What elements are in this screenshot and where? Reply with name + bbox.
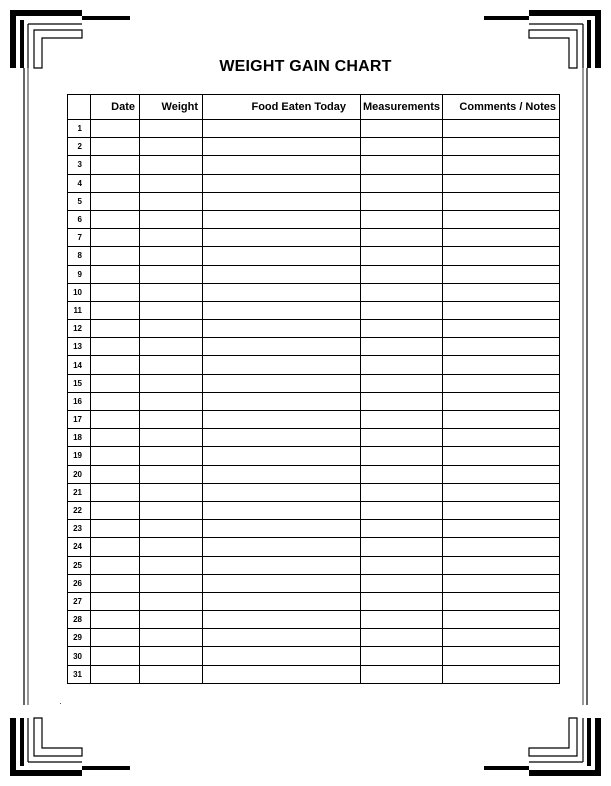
measurements-cell: [361, 538, 443, 556]
food-cell: [203, 592, 361, 610]
date-cell: [91, 374, 140, 392]
date-cell: [91, 356, 140, 374]
table-row: [68, 574, 560, 592]
comments-cell: [443, 265, 560, 283]
comments-cell: [443, 665, 560, 683]
measurements-cell: [361, 356, 443, 374]
comments-cell: [443, 538, 560, 556]
comments-cell: [443, 592, 560, 610]
comments-cell: [443, 374, 560, 392]
table-row: [68, 465, 560, 483]
row-number: 14: [68, 356, 91, 374]
row-number: 1: [68, 120, 91, 138]
measurements-cell: [361, 629, 443, 647]
measurements-cell: [361, 283, 443, 301]
table-row: [68, 356, 560, 374]
date-cell: [91, 665, 140, 683]
date-cell: [91, 501, 140, 519]
date-cell: [91, 192, 140, 210]
food-cell: [203, 320, 361, 338]
comments-cell: [443, 229, 560, 247]
comments-cell: [443, 283, 560, 301]
table-row: [68, 120, 560, 138]
row-number: 12: [68, 320, 91, 338]
food-cell: [203, 174, 361, 192]
measurements-cell: [361, 447, 443, 465]
row-number: 26: [68, 574, 91, 592]
row-number: 7: [68, 229, 91, 247]
food-cell: [203, 611, 361, 629]
comments-cell: [443, 156, 560, 174]
date-cell: [91, 538, 140, 556]
measurements-cell: [361, 374, 443, 392]
table-row: [68, 429, 560, 447]
measurements-cell: [361, 647, 443, 665]
table-row: [68, 611, 560, 629]
row-number: 2: [68, 138, 91, 156]
table-row: [68, 665, 560, 683]
row-number: 8: [68, 247, 91, 265]
row-number: 27: [68, 592, 91, 610]
comments-cell: [443, 338, 560, 356]
row-number: 15: [68, 374, 91, 392]
weight-cell: [140, 556, 203, 574]
column-header-weight: Weight: [140, 95, 203, 120]
weight-cell: [140, 338, 203, 356]
weight-cell: [140, 283, 203, 301]
comments-cell: [443, 356, 560, 374]
date-cell: [91, 447, 140, 465]
measurements-cell: [361, 338, 443, 356]
food-cell: [203, 356, 361, 374]
date-cell: [91, 647, 140, 665]
row-number: 25: [68, 556, 91, 574]
weight-cell: [140, 320, 203, 338]
date-cell: [91, 210, 140, 228]
measurements-cell: [361, 556, 443, 574]
weight-cell: [140, 229, 203, 247]
weight-cell: [140, 192, 203, 210]
comments-cell: [443, 647, 560, 665]
date-cell: [91, 429, 140, 447]
table-row: [68, 501, 560, 519]
row-number: 19: [68, 447, 91, 465]
comments-cell: [443, 629, 560, 647]
food-cell: [203, 229, 361, 247]
comments-cell: [443, 192, 560, 210]
food-cell: [203, 538, 361, 556]
food-cell: [203, 156, 361, 174]
weight-cell: [140, 611, 203, 629]
measurements-cell: [361, 392, 443, 410]
weight-cell: [140, 120, 203, 138]
measurements-cell: [361, 665, 443, 683]
date-cell: [91, 483, 140, 501]
weight-cell: [140, 138, 203, 156]
weight-cell: [140, 629, 203, 647]
food-cell: [203, 447, 361, 465]
food-cell: [203, 556, 361, 574]
weight-cell: [140, 265, 203, 283]
comments-cell: [443, 447, 560, 465]
row-number: 9: [68, 265, 91, 283]
comments-cell: [443, 483, 560, 501]
measurements-cell: [361, 247, 443, 265]
measurements-cell: [361, 465, 443, 483]
table-row: [68, 647, 560, 665]
food-cell: [203, 192, 361, 210]
table-row: [68, 229, 560, 247]
table-body: [68, 120, 560, 684]
weight-cell: [140, 356, 203, 374]
food-cell: [203, 265, 361, 283]
weight-cell: [140, 465, 203, 483]
column-header-food: Food Eaten Today: [203, 95, 361, 120]
weight-cell: [140, 392, 203, 410]
food-cell: [203, 283, 361, 301]
comments-cell: [443, 174, 560, 192]
page-title: WEIGHT GAIN CHART: [219, 58, 392, 75]
table-row: [68, 338, 560, 356]
table-row: [68, 411, 560, 429]
measurements-cell: [361, 301, 443, 319]
weight-cell: [140, 156, 203, 174]
measurements-cell: [361, 192, 443, 210]
date-cell: [91, 120, 140, 138]
table-row: [68, 192, 560, 210]
column-header-measurements: Measurements: [361, 95, 443, 120]
comments-cell: [443, 320, 560, 338]
table-row: [68, 556, 560, 574]
comments-cell: [443, 556, 560, 574]
table-row: [68, 483, 560, 501]
date-cell: [91, 411, 140, 429]
table-row: [68, 265, 560, 283]
row-number: 24: [68, 538, 91, 556]
table-row: [68, 629, 560, 647]
date-cell: [91, 338, 140, 356]
weight-cell: [140, 247, 203, 265]
row-number: 22: [68, 501, 91, 519]
row-number: 31: [68, 665, 91, 683]
row-number: 28: [68, 611, 91, 629]
bottom-right-corner-ornament: [484, 718, 601, 776]
date-cell: [91, 174, 140, 192]
measurements-cell: [361, 429, 443, 447]
measurements-cell: [361, 210, 443, 228]
date-cell: [91, 138, 140, 156]
table-row: [68, 392, 560, 410]
table-row: [68, 374, 560, 392]
date-cell: [91, 265, 140, 283]
food-cell: [203, 647, 361, 665]
table-row: [68, 520, 560, 538]
date-cell: [91, 592, 140, 610]
date-cell: [91, 320, 140, 338]
row-number: 16: [68, 392, 91, 410]
bottom-left-corner-ornament: [10, 718, 130, 776]
table-row: [68, 247, 560, 265]
measurements-cell: [361, 120, 443, 138]
table-row: [68, 592, 560, 610]
comments-cell: [443, 411, 560, 429]
measurements-cell: [361, 574, 443, 592]
comments-cell: [443, 392, 560, 410]
food-cell: [203, 138, 361, 156]
comments-cell: [443, 611, 560, 629]
row-number: 23: [68, 520, 91, 538]
food-cell: [203, 520, 361, 538]
row-number: 13: [68, 338, 91, 356]
food-cell: [203, 629, 361, 647]
food-cell: [203, 301, 361, 319]
row-number: 4: [68, 174, 91, 192]
table-row: [68, 538, 560, 556]
row-number: 6: [68, 210, 91, 228]
measurements-cell: [361, 138, 443, 156]
table-row: [68, 174, 560, 192]
food-cell: [203, 210, 361, 228]
measurements-cell: [361, 501, 443, 519]
weight-cell: [140, 574, 203, 592]
date-cell: [91, 465, 140, 483]
weight-log-table: [67, 94, 560, 684]
measurements-cell: [361, 611, 443, 629]
measurements-cell: [361, 265, 443, 283]
food-cell: [203, 247, 361, 265]
food-cell: [203, 429, 361, 447]
weight-cell: [140, 174, 203, 192]
measurements-cell: [361, 411, 443, 429]
weight-cell: [140, 210, 203, 228]
food-cell: [203, 338, 361, 356]
food-cell: [203, 374, 361, 392]
row-number: 5: [68, 192, 91, 210]
weight-cell: [140, 411, 203, 429]
comments-cell: [443, 501, 560, 519]
weight-cell: [140, 301, 203, 319]
comments-cell: [443, 429, 560, 447]
comments-cell: [443, 138, 560, 156]
comments-cell: [443, 574, 560, 592]
row-number: 29: [68, 629, 91, 647]
comments-cell: [443, 465, 560, 483]
table-row: [68, 210, 560, 228]
comments-cell: [443, 247, 560, 265]
table-row: [68, 138, 560, 156]
weight-cell: [140, 665, 203, 683]
weight-cell: [140, 429, 203, 447]
table-row: [68, 283, 560, 301]
table-row: [68, 320, 560, 338]
date-cell: [91, 247, 140, 265]
comments-cell: [443, 120, 560, 138]
table-header-row: [68, 95, 560, 120]
row-number: 11: [68, 301, 91, 319]
date-cell: [91, 556, 140, 574]
measurements-cell: [361, 174, 443, 192]
date-cell: [91, 392, 140, 410]
row-number: 17: [68, 411, 91, 429]
row-number: 10: [68, 283, 91, 301]
date-cell: [91, 283, 140, 301]
weight-cell: [140, 501, 203, 519]
column-header-number: [68, 95, 91, 120]
measurements-cell: [361, 592, 443, 610]
comments-cell: [443, 301, 560, 319]
food-cell: [203, 665, 361, 683]
comments-cell: [443, 520, 560, 538]
food-cell: [203, 465, 361, 483]
food-cell: [203, 501, 361, 519]
date-cell: [91, 229, 140, 247]
stray-mark: [60, 703, 61, 704]
column-header-comments: Comments / Notes: [443, 95, 560, 120]
row-number: 18: [68, 429, 91, 447]
weight-cell: [140, 538, 203, 556]
date-cell: [91, 629, 140, 647]
weight-cell: [140, 520, 203, 538]
date-cell: [91, 156, 140, 174]
weight-cell: [140, 447, 203, 465]
measurements-cell: [361, 520, 443, 538]
food-cell: [203, 392, 361, 410]
date-cell: [91, 301, 140, 319]
table-row: [68, 301, 560, 319]
table-row: [68, 447, 560, 465]
date-cell: [91, 611, 140, 629]
date-cell: [91, 520, 140, 538]
food-cell: [203, 411, 361, 429]
row-number: 20: [68, 465, 91, 483]
measurements-cell: [361, 320, 443, 338]
row-number: 30: [68, 647, 91, 665]
weight-cell: [140, 483, 203, 501]
comments-cell: [443, 210, 560, 228]
measurements-cell: [361, 483, 443, 501]
weight-cell: [140, 374, 203, 392]
column-header-date: Date: [91, 95, 140, 120]
weight-cell: [140, 647, 203, 665]
measurements-cell: [361, 229, 443, 247]
food-cell: [203, 574, 361, 592]
row-number: 3: [68, 156, 91, 174]
date-cell: [91, 574, 140, 592]
row-number: 21: [68, 483, 91, 501]
table-row: [68, 156, 560, 174]
food-cell: [203, 120, 361, 138]
weight-cell: [140, 592, 203, 610]
measurements-cell: [361, 156, 443, 174]
food-cell: [203, 483, 361, 501]
